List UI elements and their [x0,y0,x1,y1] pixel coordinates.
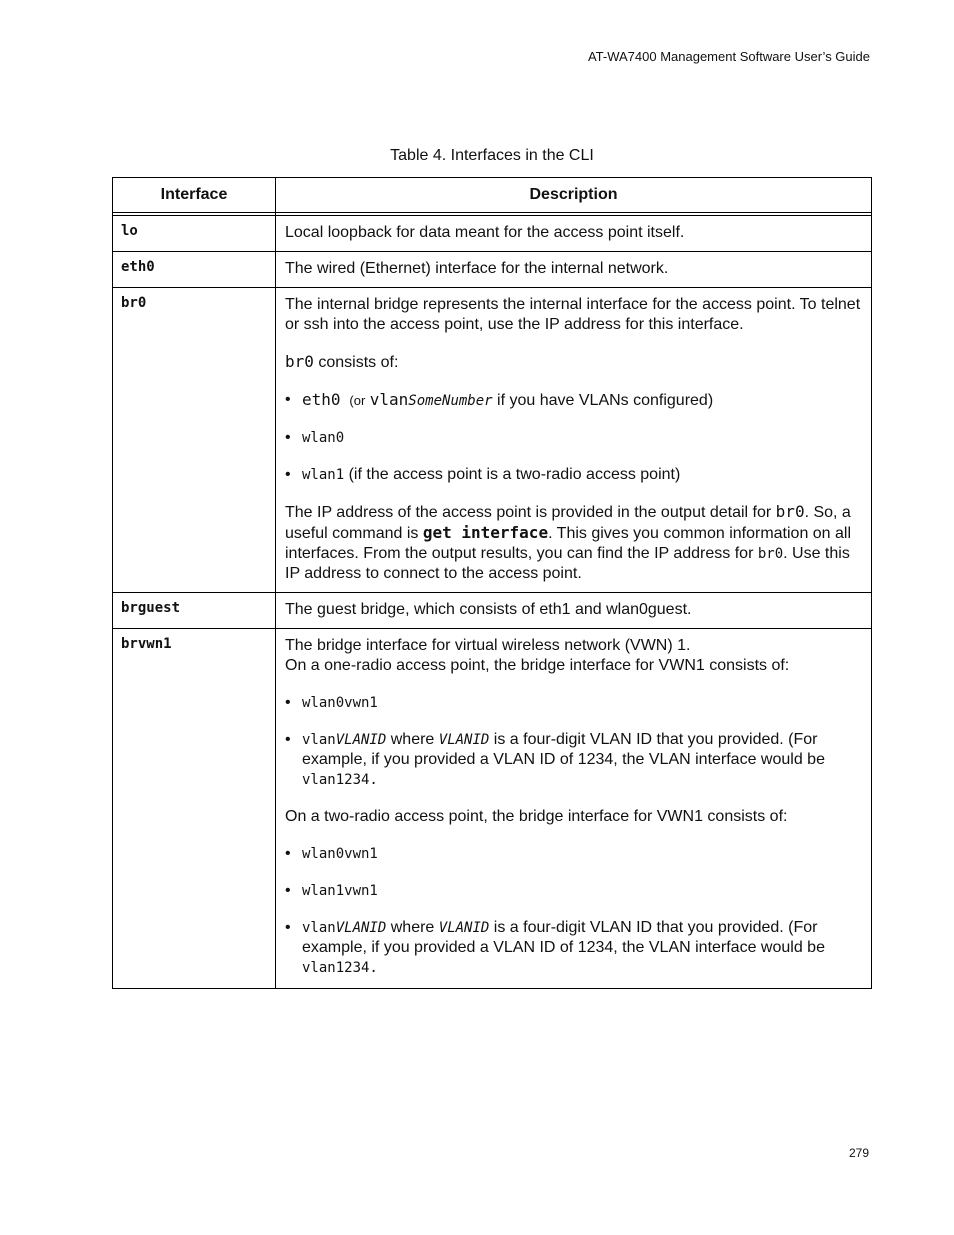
br0-ip-note: The IP address of the access point is provided in the output detail for br0. So, a useful command is get interface. This gives you common information on all interfaces. From the output results, you can find the IP address for br0. Use this IP address to connect to the access point. [285,502,852,582]
list-item: • vlanVLANID where VLANID is a four-digit VLAN ID that you provided. (For example, if you provided a VLAN ID of 1234, the VLAN interface would be vlan1234. [285,918,862,978]
interfaces-table [112,177,872,989]
list-item: • wlan0vwn1 [285,844,862,864]
table-header-row [113,178,872,213]
table-row [113,216,872,252]
table-row [113,288,872,593]
running-header: AT-WA7400 Management Software User’s Guide [587,49,870,64]
table-row [113,252,872,288]
interface-name-lo: lo [113,216,276,252]
header-description: Description [276,178,872,213]
list-item: • eth0 (or vlanSomeNumber if you have VLANs configured) [285,390,862,411]
interface-description-eth0: The wired (Ethernet) interface for the internal network. [276,252,872,288]
header-interface: Interface [113,178,276,213]
list-item: • vlanVLANID where VLANID is a four-digit VLAN ID that you provided. (For example, if you provided a VLAN ID of 1234, the VLAN interface would be vlan1234. [285,730,862,790]
table-row [113,593,872,629]
table-caption: Table 4. Interfaces in the CLI [390,147,594,164]
interface-name-eth0: eth0 [113,252,276,288]
page-number: 279 [848,1146,869,1160]
br0-intro: The internal bridge represents the internal interface for the access point. To telnet or ssh into the access point, use the IP address for this interface. [285,296,861,333]
interface-name-brguest: brguest [113,593,276,629]
brvwn1-two-radio: On a two-radio access point, the bridge interface for VWN1 consists of: [285,808,788,825]
br0-member-list [285,390,862,485]
interface-description-brvwn1 [276,629,872,989]
interface-description-brguest: The guest bridge, which consists of eth1 and wlan0guest. [276,593,872,629]
brvwn1-one-radio-list [285,693,862,790]
list-item: • wlan0vwn1 [285,693,862,713]
list-item: • wlan1vwn1 [285,881,862,901]
interface-description-lo: Local loopback for data meant for the access point itself. [276,216,872,252]
table-row [113,629,872,989]
interface-name-br0: br0 [113,288,276,593]
list-item: • wlan1 (if the access point is a two-radio access point) [285,465,862,485]
brvwn1-intro-2: On a one-radio access point, the bridge interface for VWN1 consists of: [285,657,790,674]
brvwn1-two-radio-list [285,844,862,978]
br0-consists: br0 consists of: [285,352,399,371]
brvwn1-intro-1: The bridge interface for virtual wireless network (VWN) 1. [285,637,691,654]
interface-name-brvwn1: brvwn1 [113,629,276,989]
interface-description-br0 [276,288,872,593]
list-item: • wlan0 [285,428,862,448]
